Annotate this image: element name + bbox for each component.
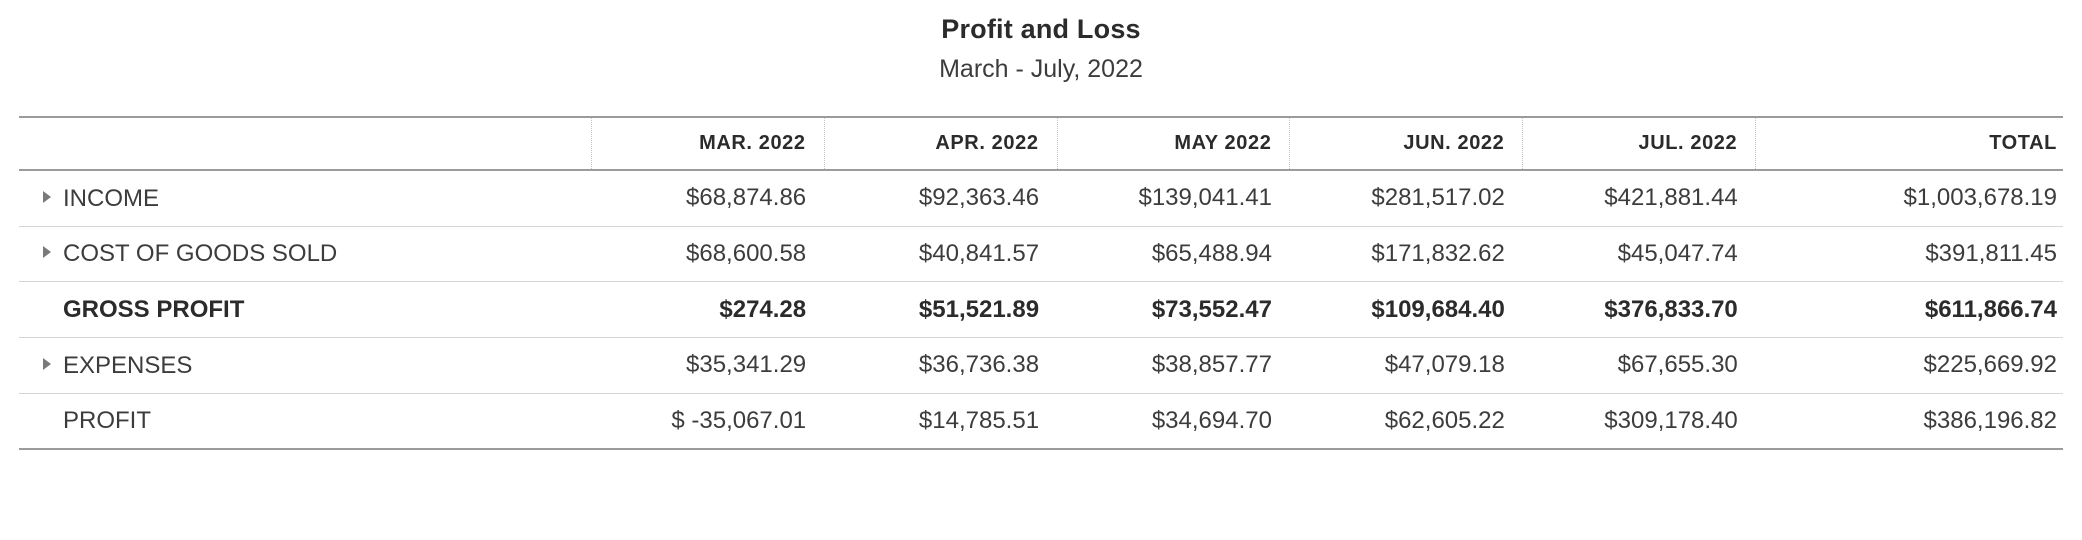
cell-profit-jul: $309,178.40 bbox=[1523, 393, 1756, 449]
row-label-income[interactable] bbox=[19, 170, 591, 226]
cell-expenses-jul: $67,655.30 bbox=[1523, 337, 1756, 393]
table-header bbox=[19, 117, 2063, 170]
cell-cogs-apr: $40,841.57 bbox=[824, 226, 1057, 282]
table-row bbox=[19, 337, 2063, 393]
cell-profit-jun: $62,605.22 bbox=[1290, 393, 1523, 449]
cell-gross-profit-mar: $274.28 bbox=[591, 282, 824, 338]
cell-profit-total: $386,196.82 bbox=[1756, 393, 2063, 449]
column-header-total[interactable]: TOTAL bbox=[1756, 117, 2063, 170]
cell-profit-mar: $ -35,067.01 bbox=[591, 393, 824, 449]
cell-income-jun: $281,517.02 bbox=[1290, 170, 1523, 226]
row-label-gross-profit bbox=[19, 282, 591, 338]
column-header-jun[interactable]: JUN. 2022 bbox=[1290, 117, 1523, 170]
table-body bbox=[19, 170, 2063, 449]
column-header-label bbox=[19, 117, 591, 170]
table-header-row bbox=[19, 117, 2063, 170]
row-label-text: GROSS PROFIT bbox=[63, 295, 245, 323]
cell-cogs-mar: $68,600.58 bbox=[591, 226, 824, 282]
cell-income-mar: $68,874.86 bbox=[591, 170, 824, 226]
column-header-jul[interactable]: JUL. 2022 bbox=[1523, 117, 1756, 170]
page-title: Profit and Loss bbox=[941, 14, 1141, 44]
row-label-text: EXPENSES bbox=[63, 351, 193, 379]
cell-cogs-jul: $45,047.74 bbox=[1523, 226, 1756, 282]
expand-caret-icon[interactable] bbox=[43, 191, 51, 203]
cell-income-apr: $92,363.46 bbox=[824, 170, 1057, 226]
cell-gross-profit-jun: $109,684.40 bbox=[1290, 282, 1523, 338]
cell-gross-profit-apr: $51,521.89 bbox=[824, 282, 1057, 338]
table-row bbox=[19, 282, 2063, 338]
row-label-cost-of-goods-sold[interactable] bbox=[19, 226, 591, 282]
row-label-text: COST OF GOODS SOLD bbox=[63, 240, 338, 268]
cell-expenses-apr: $36,736.38 bbox=[824, 337, 1057, 393]
expand-caret-icon[interactable] bbox=[43, 358, 51, 370]
cell-expenses-may: $38,857.77 bbox=[1057, 337, 1290, 393]
row-label-profit bbox=[19, 393, 591, 449]
cell-income-jul: $421,881.44 bbox=[1523, 170, 1756, 226]
table-row bbox=[19, 393, 2063, 449]
column-header-apr[interactable]: APR. 2022 bbox=[824, 117, 1057, 170]
cell-expenses-total: $225,669.92 bbox=[1756, 337, 2063, 393]
row-label-expenses[interactable] bbox=[19, 337, 591, 393]
cell-cogs-jun: $171,832.62 bbox=[1290, 226, 1523, 282]
cell-income-total: $1,003,678.19 bbox=[1756, 170, 2063, 226]
cell-cogs-total: $391,811.45 bbox=[1756, 226, 2063, 282]
cell-income-may: $139,041.41 bbox=[1057, 170, 1290, 226]
expand-caret-icon[interactable] bbox=[43, 246, 51, 258]
table-row bbox=[19, 226, 2063, 282]
cell-profit-apr: $14,785.51 bbox=[824, 393, 1057, 449]
cell-expenses-jun: $47,079.18 bbox=[1290, 337, 1523, 393]
cell-gross-profit-may: $73,552.47 bbox=[1057, 282, 1290, 338]
report-date-range: March - July, 2022 bbox=[939, 55, 1143, 83]
cell-gross-profit-total: $611,866.74 bbox=[1756, 282, 2063, 338]
cell-expenses-mar: $35,341.29 bbox=[591, 337, 824, 393]
row-label-text: PROFIT bbox=[63, 407, 151, 435]
column-header-may[interactable]: MAY 2022 bbox=[1057, 117, 1290, 170]
column-header-mar[interactable]: MAR. 2022 bbox=[591, 117, 824, 170]
cell-profit-may: $34,694.70 bbox=[1057, 393, 1290, 449]
cell-cogs-may: $65,488.94 bbox=[1057, 226, 1290, 282]
report-header bbox=[0, 0, 2082, 84]
cell-gross-profit-jul: $376,833.70 bbox=[1523, 282, 1756, 338]
profit-loss-table bbox=[19, 116, 2063, 450]
row-label-text: INCOME bbox=[63, 184, 159, 212]
table-row bbox=[19, 170, 2063, 226]
